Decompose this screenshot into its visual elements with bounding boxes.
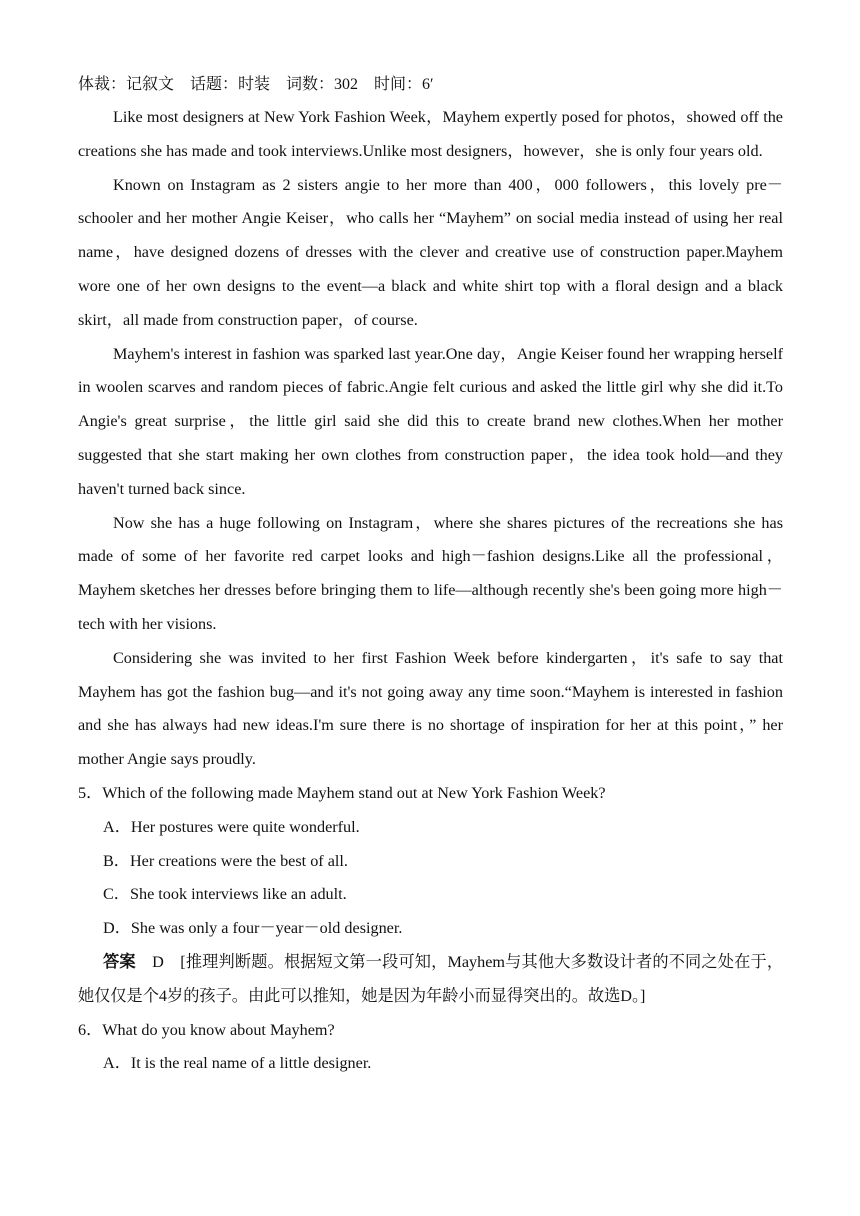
- paragraph-1: Like most designers at New York Fashion Week，Mayhem expertly posed for photos，showed off the creations she has made and took interviews.Unlike most designers，however，she is only four years old.: [78, 108, 783, 160]
- question-5-answer: [78, 946, 783, 1014]
- answer-explanation: D [推理判断题。根据短文第一段可知，Mayhem与其他大多数设计者的不同之处在于，她仅仅是个4岁的孩子。由此可以推知，她是因为年龄小而显得突出的。故选D。]: [78, 952, 784, 1005]
- paragraph-4: Now she has a huge following on Instagram，where she shares pictures of the recreations she has made of some of her favorite red carpet looks and high－fashion designs.Like all the professional，Mayhem sketches her dresses before bringing them to life—although recently she's been going more high－tech with her visions.: [78, 513, 783, 633]
- question-6-option-a: A．It is the real name of a little designer.: [103, 1054, 372, 1073]
- paragraph-3: Mayhem's interest in fashion was sparked last year.One day，Angie Keiser found her wrapping herself in woolen scarves and random pieces of fabric.Angie felt curious and asked the little girl why she did it.To Angie's great surprise，the little girl said she did this to create brand new clothes.When her mother suggested that she start making her own clothes from construction paper，the idea took hold—and they haven't turned back since.: [78, 344, 783, 498]
- paragraph-5: Considering she was invited to her first Fashion Week before kindergarten，it's safe to say that Mayhem has got the fashion bug—and it's not going away any time soon.“Mayhem is interested in fashion and she has always had new ideas.I'm sure there is no shortage of inspiration for her at this point，” her mother Angie says proudly.: [78, 648, 783, 769]
- article-meta: 体裁：记叙文 话题：时装 词数：302 时间：6′: [78, 76, 434, 93]
- question-5-option-d: D．She was only a four－year－old designer.: [103, 919, 403, 938]
- question-5-option-c: C．She took interviews like an adult.: [103, 885, 347, 904]
- paragraph-2: Known on Instagram as 2 sisters angie to her more than 400，000 followers，this lovely pre－schooler and her mother Angie Keiser，who calls her “Mayhem” on social media instead of using her real name，have designed dozens of dresses with the clever and creative use of construction paper.Mayhem wore one of her own designs to the event—a black and white shirt top with a floral design and a black skirt，all made from construction paper，of course.: [78, 175, 783, 329]
- question-5-option-b: B．Her creations were the best of all.: [103, 851, 348, 870]
- question-5: [78, 777, 783, 1014]
- article-body: [78, 101, 783, 1081]
- question-6-stem: 6．What do you know about Mayhem?: [78, 1020, 335, 1039]
- answer-label: 答案: [103, 952, 136, 971]
- question-5-option-a: A．Her postures were quite wonderful.: [103, 817, 360, 836]
- question-6: [78, 1014, 783, 1082]
- question-5-stem: 5．Which of the following made Mayhem stand out at New York Fashion Week?: [78, 783, 606, 802]
